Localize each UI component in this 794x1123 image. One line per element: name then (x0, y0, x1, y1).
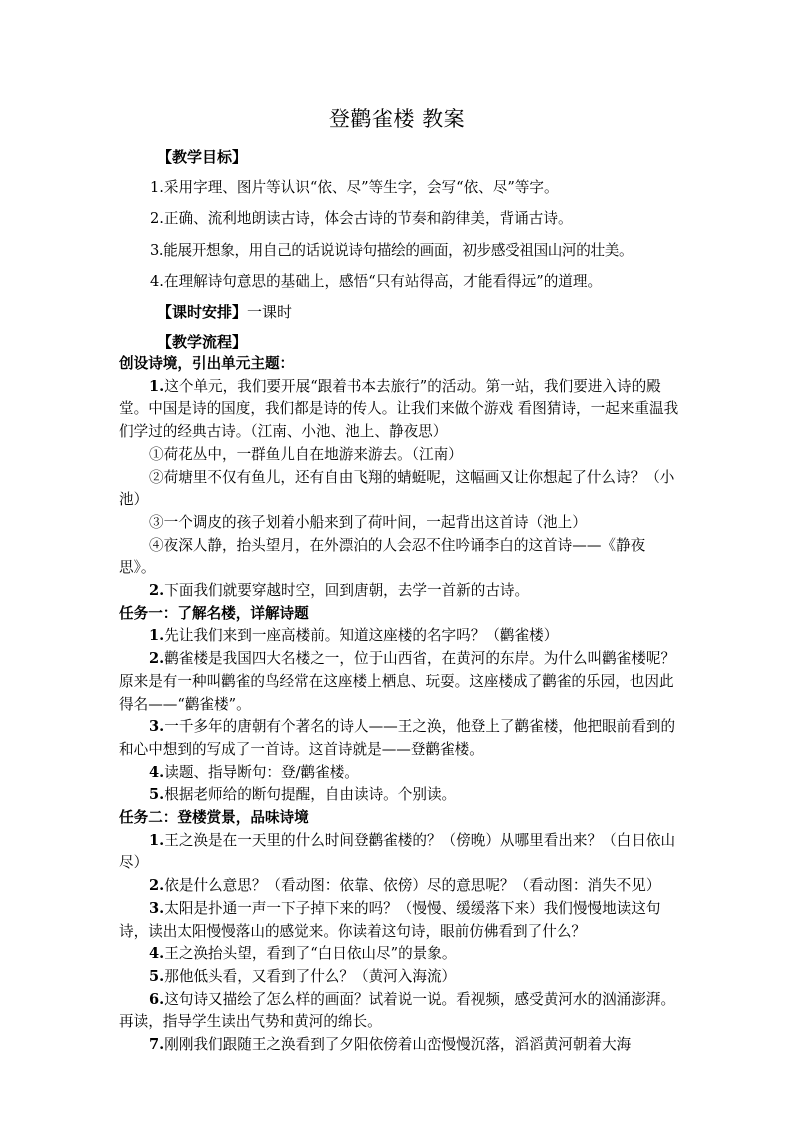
item-text: 这个单元，我们要开展“跟着书本去旅行”的活动。第一站，我们要进入诗的殿堂。中国是诗的国度，我们都是诗的传人。让我们来做个游戏 看图猜诗，一起来重温我们学过的经典古诗。（江南、小池、池上、静夜思） (119, 377, 679, 441)
task1-item (119, 716, 679, 761)
clue-item: ①荷花丛中，一群鱼儿自在地游来游去。（江南） (149, 445, 463, 463)
item-number: 2. (149, 582, 165, 600)
item-number: 2. (149, 877, 165, 895)
clue-item: ③一个调皮的孩子划着小船来到了荷叶间，一起背出这首诗（池上） (149, 513, 587, 531)
item-text: 这句诗又描绘了怎么样的画面？试着说一说。看视频，感受黄河水的汹涌澎湃。再读，指导学生读出气势和黄河的绵长。 (119, 990, 676, 1031)
task1-item (119, 784, 679, 807)
item-number: 3. (149, 718, 165, 736)
intro-heading: 创设诗境，引出单元主题： (119, 355, 295, 372)
objective-item: 4.在理解诗句意思的基础上，感悟“只有站得高，才能看得远”的道理。 (150, 273, 603, 290)
item-number: 1. (149, 377, 165, 395)
task2-item (119, 1034, 679, 1057)
item-text: 先让我们来到一座高楼前。知道这座楼的名字吗？（鹳雀楼） (164, 627, 559, 645)
item-text: 那他低头看，又看到了什么？（黄河入海流） (164, 967, 457, 985)
task1-item (119, 625, 679, 648)
task2-item (119, 830, 679, 875)
item-number: 4. (149, 763, 165, 781)
item-number: 2. (149, 650, 165, 668)
item-text: 王之涣是在一天里的什么时间登鹳雀楼的？（傍晚）从哪里看出来？（白日依山尽） (119, 831, 676, 872)
schedule-value: 一课时 (247, 303, 293, 321)
intro-paragraph (119, 580, 679, 603)
task1-item (119, 762, 679, 785)
item-number: 7. (149, 1036, 165, 1054)
process-heading: 【教学流程】 (157, 333, 248, 351)
item-text: 太阳是扑通一声一下子掉下来的吗？（慢慢、缓缓落下来）我们慢慢地读这句诗，读出太阳慢慢落山的感觉来。你读着这句诗，眼前仿佛看到了什么？ (119, 899, 661, 940)
item-text: 刚刚我们跟随王之涣看到了夕阳依傍着山峦慢慢沉落，滔滔黄河朝着大海 (164, 1036, 632, 1054)
objective-item: 3.能展开想象，用自己的话说说诗句描绘的画面，初步感受祖国山河的壮美。 (150, 242, 634, 259)
schedule-heading: 【课时安排】 (157, 303, 248, 321)
item-number: 5. (149, 967, 165, 985)
item-text: 下面我们就要穿越时空，回到唐朝，去学一首新的古诗。 (164, 582, 530, 600)
objective-item: 1.采用字理、图片等认识“依、尽”等生字，会写“依、尽”等字。 (150, 179, 559, 196)
item-text: 读题、指导断句：登/鹳雀楼。 (164, 763, 359, 781)
item-number: 1. (149, 627, 165, 645)
item-number: 1. (149, 831, 165, 849)
task2-item (119, 989, 679, 1034)
intro-paragraph (119, 376, 679, 444)
clue-item: ④夜深人静，抬头望月，在外漂泊的人会忍不住吟诵李白的这首诗——《静夜思》。 (119, 536, 646, 577)
task2-item (119, 898, 679, 943)
item-text: 鹳雀楼是我国四大名楼之一，位于山西省，在黄河的东岸。为什么叫鹳雀楼呢？原来是有一种叫鹳雀的鸟经常在这座楼上栖息、玩耍。这座楼成了鹳雀的乐园，也因此得名——“鹳雀楼”。 (119, 650, 676, 713)
item-number: 4. (149, 945, 165, 963)
task2-item (119, 875, 679, 898)
item-text: 一千多年的唐朝有个著名的诗人——王之涣，他登上了鹳雀楼，他把眼前看到的和心中想到的写成了一首诗。这首诗就是——登鹳雀楼。 (119, 718, 676, 758)
task1-heading: 任务一：了解名楼，详解诗题 (119, 604, 309, 622)
page-title: 登鹳雀楼 教案 (328, 107, 466, 131)
task1-item (119, 648, 679, 716)
clue-item: ②荷塘里不仅有鱼儿，还有自由飞翔的蜻蜓呢，这幅画又让你想起了什么诗？（小池） (119, 468, 675, 509)
item-number: 5. (149, 786, 165, 804)
item-text: 王之涣抬头望，看到了“白日依山尽”的景象。 (164, 945, 457, 963)
task2-item (119, 966, 679, 989)
lesson-body (119, 353, 679, 1057)
objective-item: 2.正确、流利地朗读古诗，体会古诗的节奏和韵律美，背诵古诗。 (150, 210, 573, 227)
item-text: 根据老师给的断句提醒，自由读诗。个别读。 (164, 786, 457, 804)
task2-heading: 任务二：登楼赏景，品味诗境 (119, 809, 309, 827)
objectives-heading: 【教学目标】 (157, 148, 248, 166)
schedule-line (157, 301, 292, 322)
item-text: 依是什么意思？（看动图：依靠、依傍）尽的意思呢？（看动图：消失不见） (164, 877, 661, 895)
item-number: 6. (149, 990, 165, 1008)
item-number: 3. (149, 899, 165, 917)
task2-item (119, 943, 679, 966)
